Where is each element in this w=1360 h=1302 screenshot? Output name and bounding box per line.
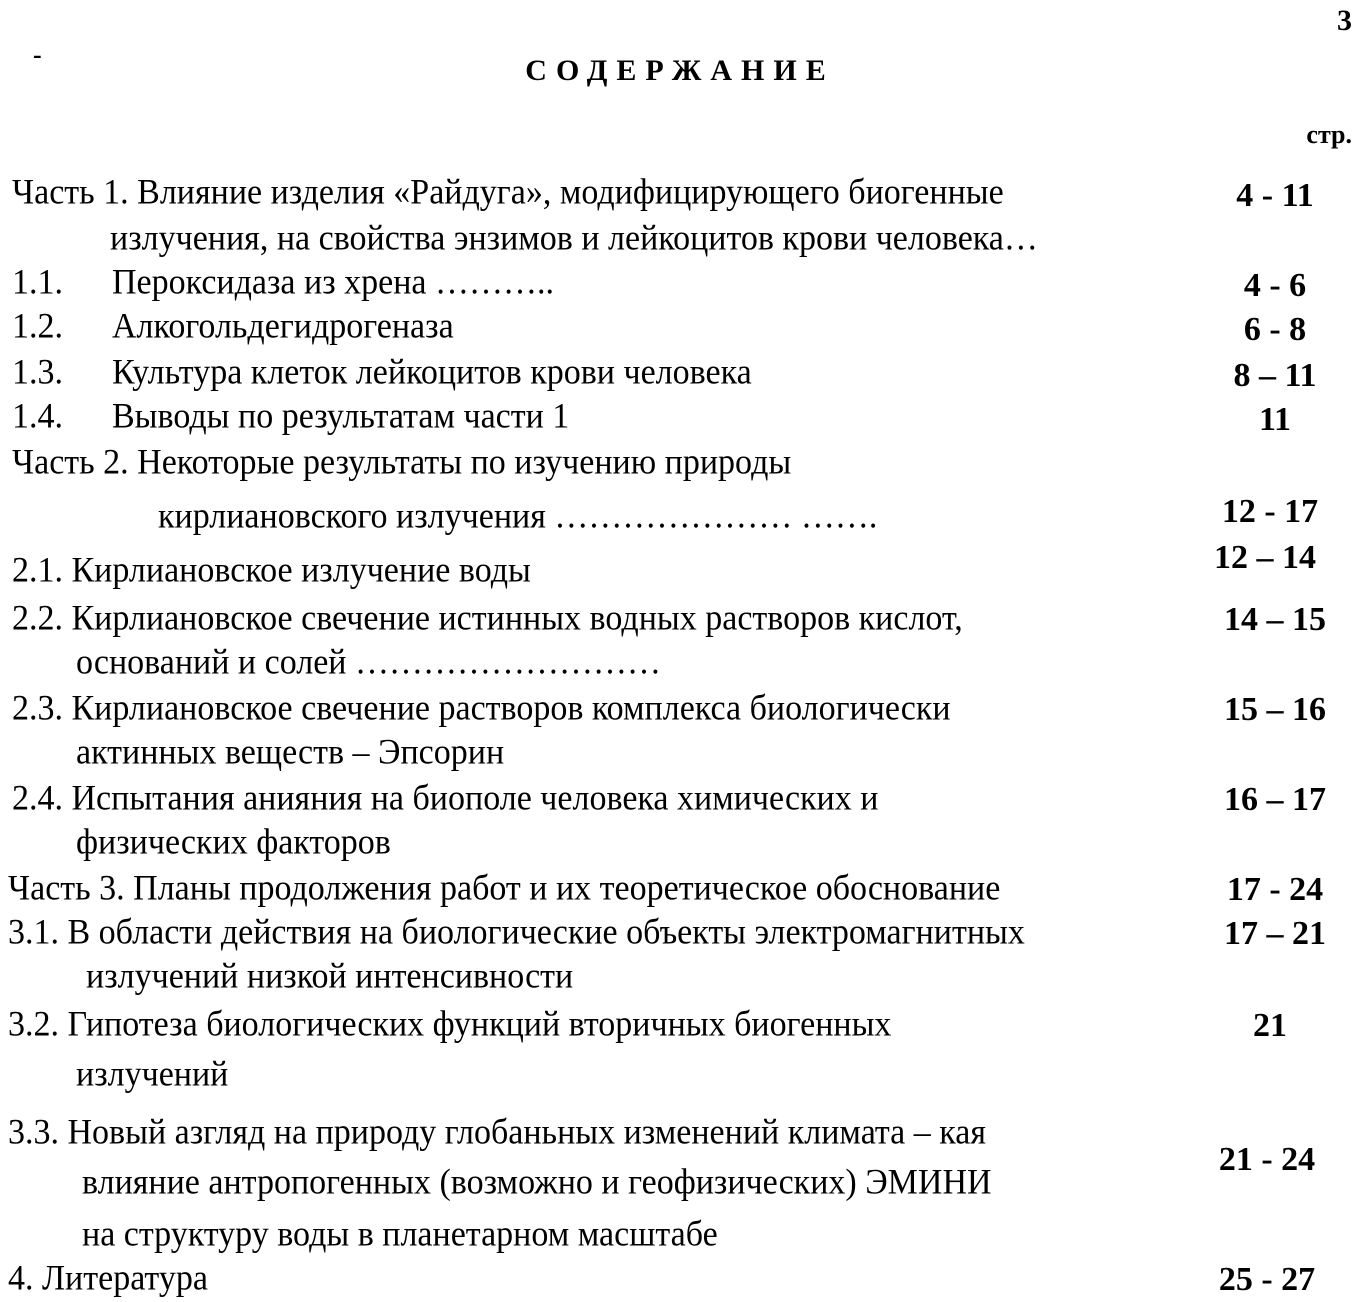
page-column-header: стр. (1306, 120, 1352, 149)
toc-item-text: излучений низкой интенсивности (86, 957, 574, 996)
toc-item-text: 3.3. Новый азгляд на природу глобаньных изменений климата – кая (8, 1113, 986, 1152)
toc-item-text: 3.2. Гипотеза биологических функций вторичных биогенных (8, 1005, 892, 1044)
toc-page-range: 11 (1258, 401, 1292, 438)
toc-page-range: 21 (1253, 1007, 1287, 1044)
toc-page-range: 17 - 24 (1226, 871, 1324, 908)
toc-item-text: Выводы по результатам части 1 (112, 397, 570, 436)
toc-item-text: Пероксидаза из хрена ……….. (112, 263, 555, 302)
toc-item-number: 1.3. (12, 353, 63, 392)
toc-page-range: 21 - 24 (1218, 1141, 1316, 1178)
toc-page-range: 25 - 27 (1218, 1261, 1316, 1298)
toc-page-range: 16 – 17 (1224, 781, 1326, 818)
dash-mark: - (33, 40, 42, 69)
toc-item-text: влияние антропогенных (возможно и геофизических) ЭМИНИ (82, 1163, 992, 1202)
toc-page-range: 6 - 8 (1243, 311, 1307, 348)
toc-item-text: Алкогольдегидрогеназа (112, 307, 454, 346)
toc-item-text: 4. Литература (8, 1259, 208, 1298)
toc-item-text: излучений (76, 1055, 229, 1094)
toc-part-line: Часть 3. Планы продолжения работ и их теоретическое обоснование (8, 869, 1001, 908)
toc-page-range: 14 – 15 (1224, 601, 1326, 638)
toc-part-line: Часть 1. Влияние изделия «Райдуга», модифицирующего биогенные (12, 173, 1004, 212)
toc-item-number: 1.2. (12, 307, 63, 346)
toc-item-text: оснований и солей ……………………… (76, 643, 662, 682)
toc-item-text: физических факторов (76, 823, 391, 862)
toc-item-text: 2.2. Кирлиановское свечение истинных водных растворов кислот, (12, 599, 963, 638)
toc-page-range: 4 - 6 (1243, 267, 1307, 304)
toc-item-text: 2.4. Испытания анияния на биополе человека химических и (12, 779, 879, 818)
toc-item-text: Культура клеток лейкоцитов крови человека (112, 353, 752, 392)
toc-page-range: 15 – 16 (1224, 691, 1326, 728)
toc-item-text: 2.1. Кирлиановское излучение воды (12, 551, 531, 590)
toc-item-text: на структуру воды в планетарном масштабе (82, 1215, 718, 1254)
toc-item-text: 3.1. В области действия на биологические объекты электромагнитных (8, 913, 1025, 952)
toc-page-range: 12 - 17 (1221, 493, 1319, 530)
toc-item-text: актинных веществ – Эпсорин (76, 733, 505, 772)
toc-item-number: 1.4. (12, 397, 63, 436)
page-title: СОДЕРЖАНИЕ (525, 54, 835, 87)
toc-page-range: 4 - 11 (1236, 177, 1314, 214)
toc-part-line: кирлиановского излучения ………………… ……. (158, 497, 878, 536)
toc-page-range: 12 – 14 (1214, 539, 1316, 576)
toc-item-text: 2.3. Кирлиановское свечение растворов комплекса биологически (12, 689, 951, 728)
toc-part-line: излучения, на свойства энзимов и лейкоцитов крови человека… (110, 219, 1038, 258)
toc-item-number: 1.1. (12, 263, 63, 302)
toc-page-range: 17 – 21 (1224, 915, 1326, 952)
toc-page-range: 8 – 11 (1233, 357, 1317, 394)
toc-part-line: Часть 2. Некоторые результаты по изучению природы (12, 443, 792, 482)
page-number: 3 (1337, 4, 1352, 37)
